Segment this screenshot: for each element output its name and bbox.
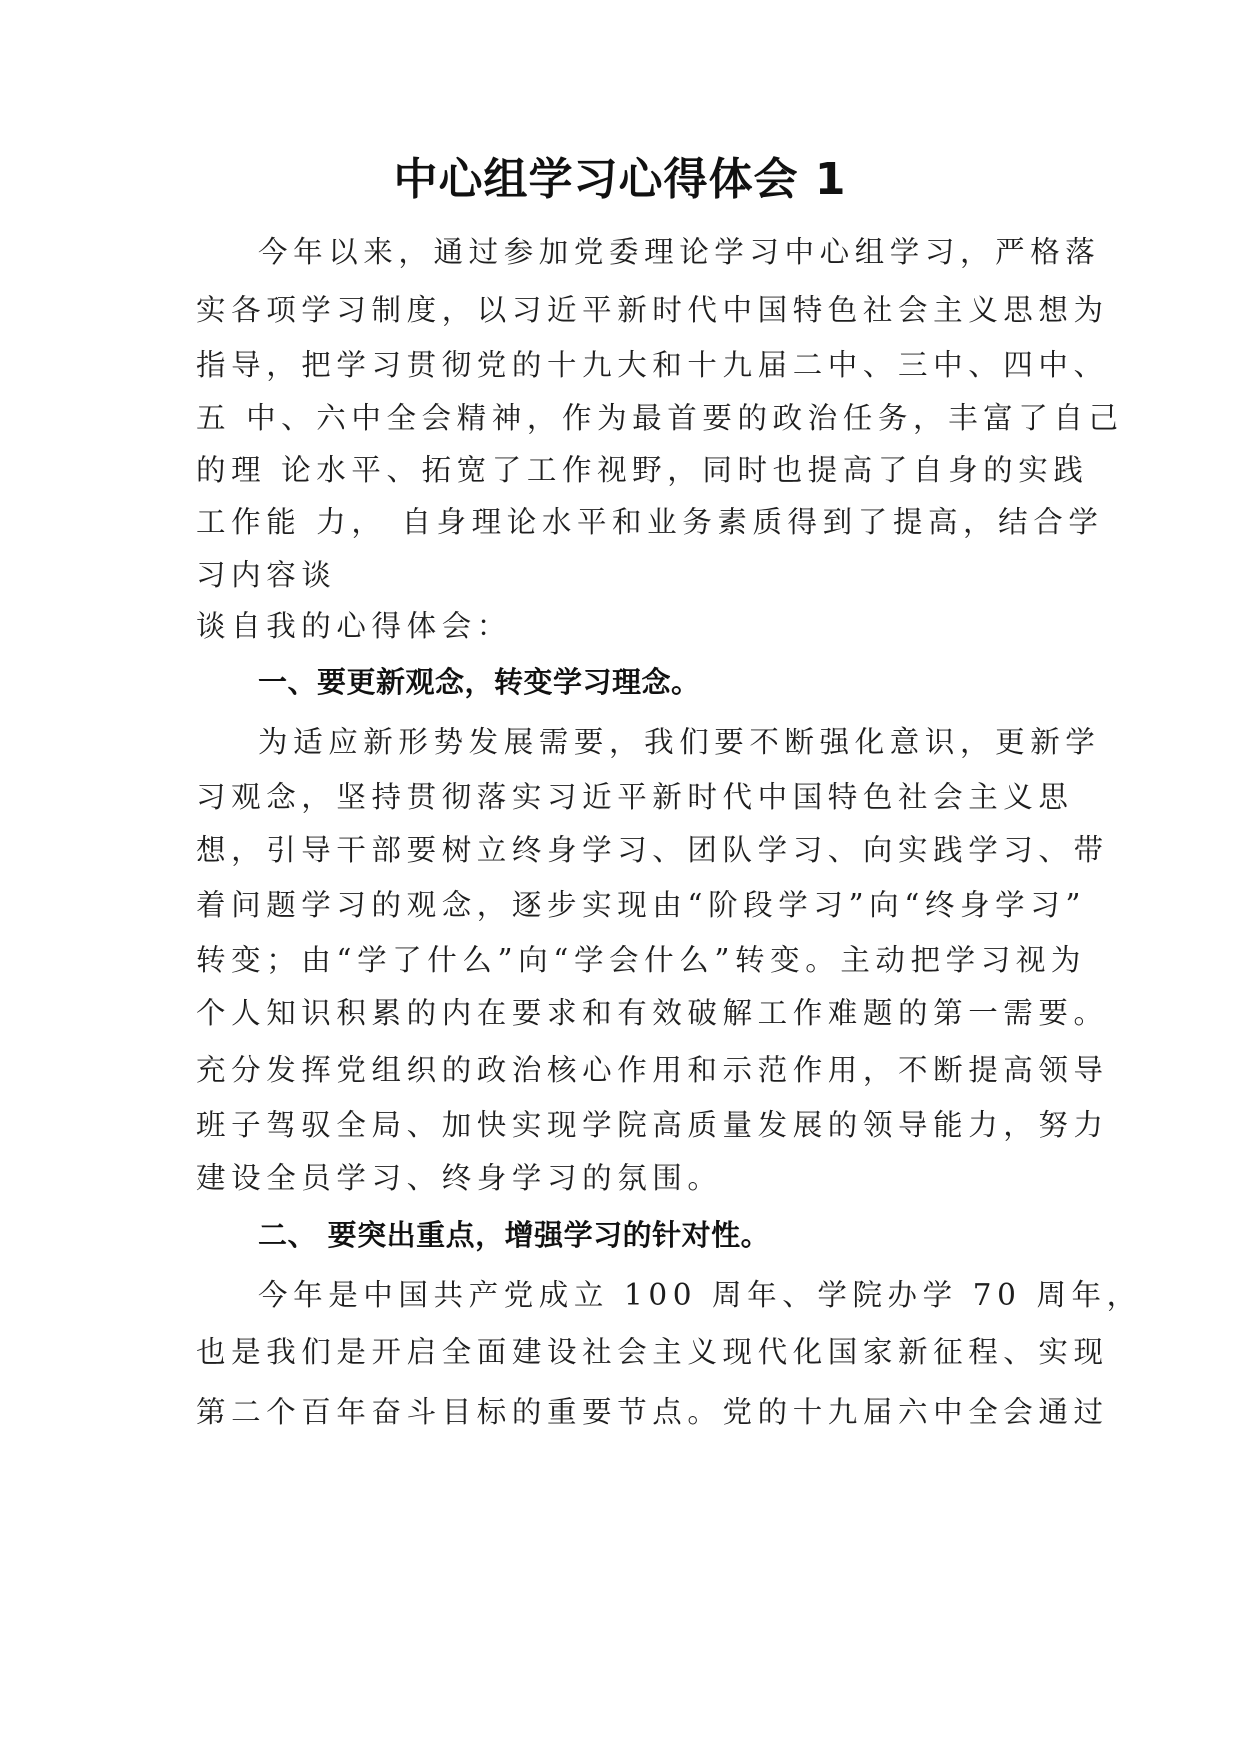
paragraph-line: 今年是中国共产党成立 100 周年、学院办学 70 周年，: [258, 1278, 1142, 1312]
paragraph-line: 指导，把学习贯彻党的十九大和十九届二中、三中、四中、: [196, 348, 1109, 382]
document-title: 中心组学习心得体会 1: [393, 154, 847, 205]
paragraph-line: 也是我们是开启全面建设社会主义现代化国家新征程、实现: [196, 1335, 1109, 1369]
paragraph-line: 转变；由“学了什么”向“学会什么”转变。主动把学习视为: [196, 943, 1087, 977]
paragraph-line: 习内容谈: [196, 558, 337, 592]
paragraph-line: 谈自我的心得体会：: [196, 609, 512, 643]
paragraph-line: 第二个百年奋斗目标的重要节点。党的十九届六中全会通过: [196, 1395, 1109, 1429]
paragraph-line: 个人知识积累的内在要求和有效破解工作难题的第一需要。: [196, 996, 1109, 1030]
paragraph-line: 着问题学习的观念，逐步实现由“阶段学习”向“终身学习”: [196, 888, 1087, 922]
paragraph-line: 工作能 力， 自身理论水平和业务素质得到了提高，结合学: [196, 505, 1104, 539]
section-heading-2: 二、 要突出重点，增强学习的针对性。: [258, 1218, 771, 1252]
paragraph-line: 充分发挥党组织的政治核心作用和示范作用，不断提高领导: [196, 1053, 1109, 1087]
paragraph-line: 建设全员学习、终身学习的氛围。: [196, 1161, 723, 1195]
paragraph-line: 班子驾驭全局、加快实现学院高质量发展的领导能力，努力: [196, 1108, 1109, 1142]
paragraph-line: 习观念，坚持贯彻落实习近平新时代中国特色社会主义思: [196, 780, 1074, 814]
paragraph-line: 为适应新形势发展需要，我们要不断强化意识，更新学: [258, 725, 1101, 759]
paragraph-line: 的理 论水平、拓宽了工作视野，同时也提高了自身的实践: [196, 453, 1089, 487]
paragraph-line: 实各项学习制度，以习近平新时代中国特色社会主义思想为: [196, 293, 1109, 327]
paragraph-line: 今年以来，通过参加党委理论学习中心组学习，严格落: [258, 235, 1101, 269]
section-heading-1: 一、要更新观念，转变学习理念。: [258, 665, 701, 699]
paragraph-line: 想，引导干部要树立终身学习、团队学习、向实践学习、带: [196, 833, 1109, 867]
paragraph-line: 五 中、六中全会精神，作为最首要的政治任务，丰富了自己: [196, 401, 1124, 435]
